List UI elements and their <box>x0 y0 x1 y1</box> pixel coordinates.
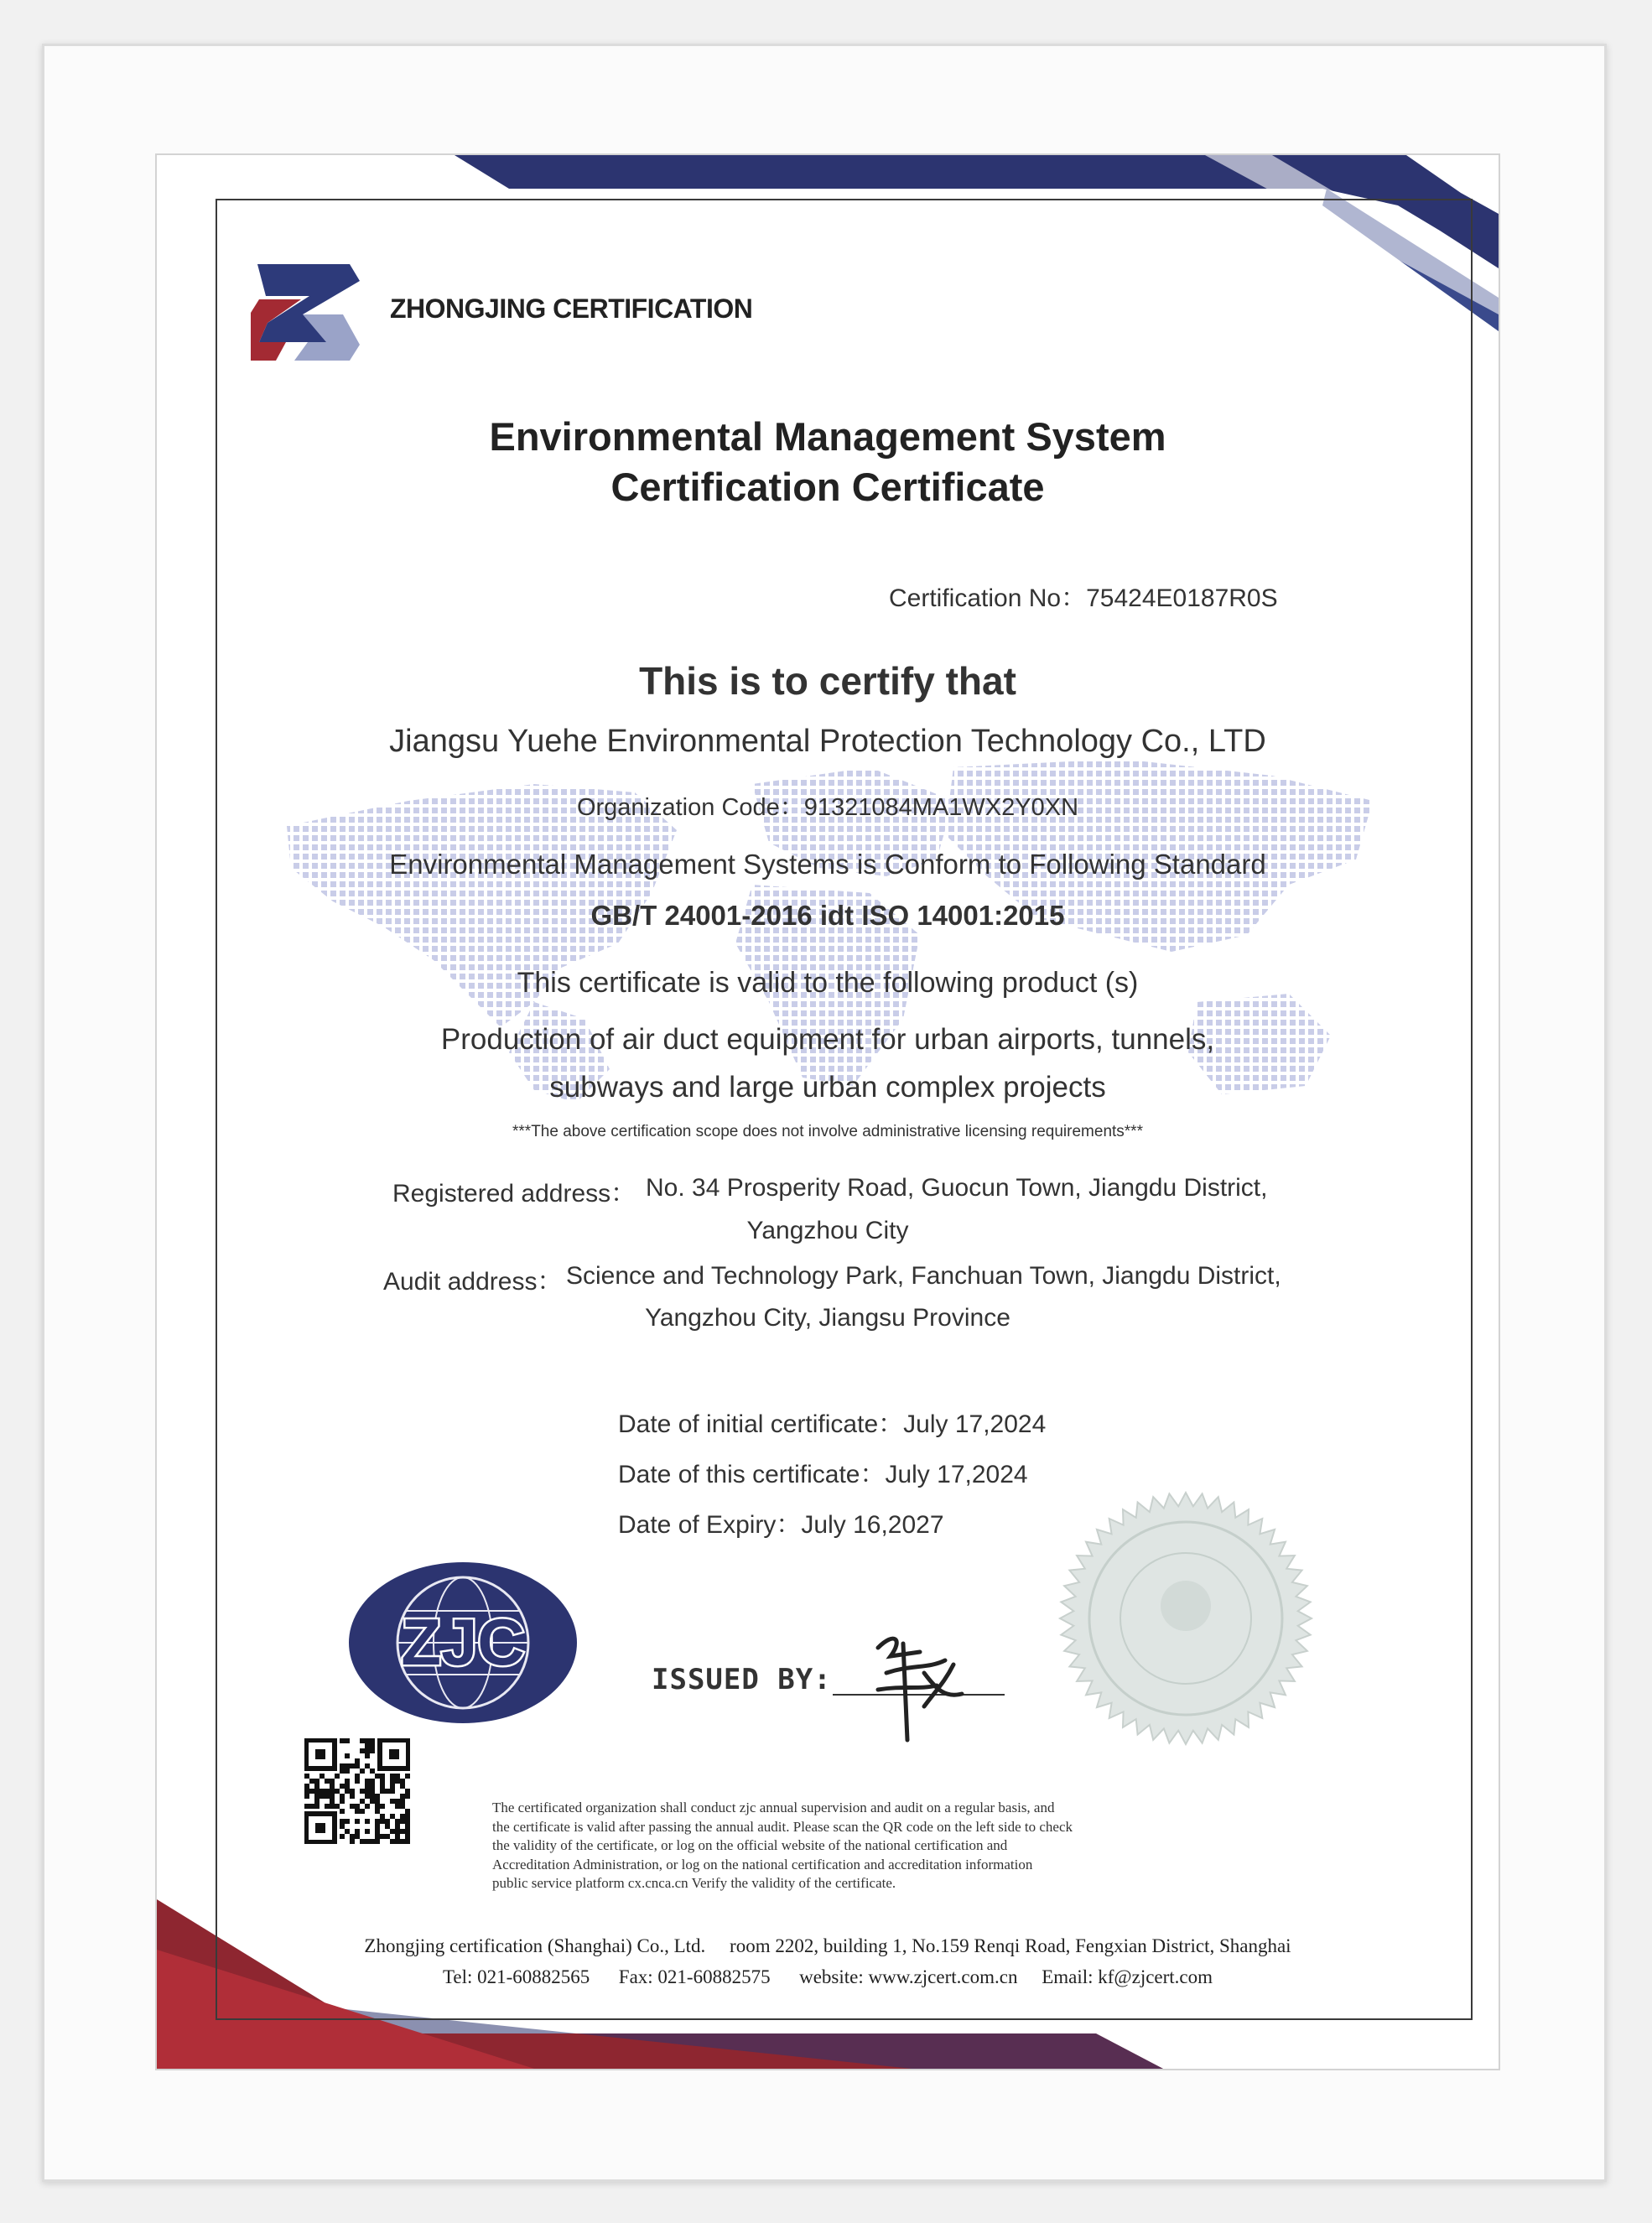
qr-module <box>380 1784 385 1789</box>
registered-address-label: Registered address： <box>392 1180 636 1208</box>
qr-module <box>380 1779 385 1784</box>
qr-module <box>395 1829 400 1834</box>
qr-module <box>340 1809 345 1814</box>
qr-module <box>330 1789 335 1794</box>
qr-module <box>405 1794 410 1799</box>
qr-module <box>370 1748 375 1753</box>
qr-module <box>400 1829 405 1834</box>
qr-module <box>340 1738 345 1743</box>
qr-module <box>345 1738 350 1743</box>
qr-module <box>400 1784 405 1789</box>
qr-module <box>375 1799 380 1804</box>
qr-module <box>405 1789 410 1794</box>
conform-statement: Environmental Management Systems is Conform to Following Standard <box>389 849 1266 880</box>
qr-module <box>365 1829 370 1834</box>
qr-module <box>355 1809 360 1814</box>
qr-module <box>350 1804 355 1809</box>
qr-module <box>400 1819 405 1824</box>
qr-module <box>400 1779 405 1784</box>
qr-module <box>405 1809 410 1814</box>
qr-module <box>375 1809 380 1814</box>
qr-module <box>405 1824 410 1829</box>
qr-module <box>385 1834 390 1839</box>
certification-number: Certification No：75424E0187R0S <box>889 584 1278 612</box>
qr-module <box>314 1779 319 1784</box>
qr-module <box>370 1839 375 1844</box>
qr-module <box>340 1819 345 1824</box>
fine-print-line: public service platform cx.cnca.cn Verify the validity of the certificate. <box>492 1875 896 1891</box>
qr-module <box>340 1799 345 1804</box>
qr-module <box>340 1769 345 1774</box>
audit-address-line-2: Yangzhou City, Jiangsu Province <box>645 1304 1010 1332</box>
qr-module <box>405 1829 410 1834</box>
product-scope-line-1: Production of air duct equipment for urban airports, tunnels, <box>440 1023 1215 1056</box>
qr-module <box>390 1784 395 1789</box>
qr-module <box>395 1799 400 1804</box>
qr-module <box>355 1819 360 1824</box>
qr-module <box>360 1738 365 1743</box>
qr-module <box>345 1769 350 1774</box>
qr-module <box>365 1819 370 1824</box>
qr-module <box>335 1789 340 1794</box>
qr-module <box>319 1794 325 1799</box>
qr-module <box>375 1794 380 1799</box>
issued-by-label: ISSUED BY: <box>652 1663 832 1696</box>
qr-module <box>375 1819 380 1824</box>
qr-module <box>345 1763 350 1769</box>
qr-module <box>314 1784 319 1789</box>
qr-module <box>385 1824 390 1829</box>
qr-module <box>390 1839 395 1844</box>
qr-module <box>405 1819 410 1824</box>
qr-module <box>370 1743 375 1748</box>
qr-module <box>345 1779 350 1784</box>
qr-module <box>405 1839 410 1844</box>
qr-module <box>390 1789 395 1794</box>
qr-module <box>355 1774 360 1779</box>
qr-module <box>325 1794 330 1799</box>
qr-module <box>345 1753 350 1758</box>
expiry-date: Date of Expiry：July 16,2027 <box>618 1511 944 1539</box>
qr-module <box>370 1789 375 1794</box>
valid-statement: This certificate is valid to the following product (s) <box>517 967 1139 999</box>
qr-module <box>360 1748 365 1753</box>
product-scope-line-2: subways and large urban complex projects <box>549 1071 1106 1104</box>
qr-module <box>304 1794 309 1799</box>
audit-address-label: Audit address： <box>383 1268 563 1296</box>
qr-module <box>330 1799 335 1804</box>
qr-module <box>330 1794 335 1799</box>
zhongjing-logo-icon <box>251 262 364 361</box>
qr-module <box>405 1814 410 1819</box>
qr-module <box>405 1774 410 1779</box>
fine-print-line: the validity of the certificate, or log on the official website of the national certification and <box>492 1837 1008 1853</box>
qr-module <box>365 1738 370 1743</box>
qr-module <box>380 1789 385 1794</box>
organization-code: Organization Code：91321084MA1WX2Y0XN <box>576 794 1079 821</box>
qr-module <box>335 1804 340 1809</box>
qr-module <box>360 1799 365 1804</box>
qr-module <box>360 1789 365 1794</box>
qr-module <box>380 1834 385 1839</box>
registered-address-line-2: Yangzhou City <box>746 1217 909 1244</box>
qr-module <box>370 1738 375 1743</box>
qr-module <box>340 1763 345 1769</box>
qr-module <box>325 1804 330 1809</box>
qr-module <box>395 1779 400 1784</box>
qr-module <box>400 1814 405 1819</box>
qr-module <box>350 1794 355 1799</box>
qr-module <box>375 1839 380 1844</box>
qr-module <box>365 1753 370 1758</box>
qr-module <box>314 1804 319 1809</box>
certificate-paper <box>157 155 1499 2069</box>
qr-module <box>365 1804 370 1809</box>
qr-module <box>370 1769 375 1774</box>
qr-module <box>355 1779 360 1784</box>
zjc-emblem-text: ZJC <box>401 1605 525 1679</box>
qr-module <box>365 1784 370 1789</box>
qr-module <box>304 1774 309 1779</box>
qr-module <box>304 1784 309 1789</box>
qr-module <box>345 1789 350 1794</box>
qr-module <box>395 1839 400 1844</box>
qr-module <box>385 1819 390 1824</box>
qr-module <box>395 1819 400 1824</box>
qr-module <box>330 1784 335 1789</box>
qr-module <box>350 1834 355 1839</box>
qr-module <box>345 1829 350 1834</box>
qr-module <box>350 1763 355 1769</box>
scope-note: ***The above certification scope does not involve administrative licensing requirements*** <box>512 1123 1143 1140</box>
qr-module <box>400 1839 405 1844</box>
qr-module <box>309 1804 314 1809</box>
qr-module <box>360 1839 365 1844</box>
qr-module <box>304 1789 309 1794</box>
qr-module <box>309 1789 314 1794</box>
qr-module <box>365 1779 370 1784</box>
qr-module <box>365 1748 370 1753</box>
qr-module <box>325 1779 330 1784</box>
qr-module <box>375 1829 380 1834</box>
signature-icon <box>844 1614 979 1748</box>
certify-heading: This is to certify that <box>639 659 1016 703</box>
qr-code-icon <box>304 1738 410 1844</box>
qr-module <box>380 1804 385 1809</box>
qr-module <box>370 1799 375 1804</box>
qr-module <box>360 1809 365 1814</box>
fine-print-line: Accreditation Administration, or log on the national certification and accreditation information <box>492 1856 1033 1872</box>
qr-module <box>395 1774 400 1779</box>
fine-print-line: the certificate is valid after passing the annual audit. Please scan the QR code on the left side to check <box>492 1818 1073 1835</box>
qr-module <box>395 1824 400 1829</box>
certificate-subtitle: Certification Certificate <box>610 465 1045 509</box>
qr-module <box>380 1774 385 1779</box>
qr-module <box>375 1774 380 1779</box>
qr-module <box>345 1784 350 1789</box>
this-date: Date of this certificate：July 17,2024 <box>618 1461 1028 1488</box>
qr-module <box>395 1834 400 1839</box>
qr-module <box>314 1789 319 1794</box>
qr-module <box>405 1834 410 1839</box>
qr-module <box>340 1794 345 1799</box>
qr-module <box>355 1804 360 1809</box>
zjc-emblem-icon <box>347 1561 579 1725</box>
qr-module <box>390 1774 395 1779</box>
qr-module <box>355 1763 360 1769</box>
qr-module <box>319 1774 325 1779</box>
company-name: Jiangsu Yuehe Environmental Protection Technology Co., LTD <box>389 724 1266 759</box>
qr-module <box>385 1789 390 1794</box>
qr-module <box>390 1814 395 1819</box>
qr-module <box>365 1763 370 1769</box>
qr-module <box>390 1799 395 1804</box>
brand-name: ZHONGJING CERTIFICATION <box>390 293 753 324</box>
qr-module <box>365 1839 370 1844</box>
qr-module <box>314 1794 319 1799</box>
qr-module <box>314 1799 319 1804</box>
embossed-seal-icon <box>1056 1488 1316 1748</box>
certificate-title: Environmental Management System <box>489 414 1166 459</box>
qr-module <box>370 1779 375 1784</box>
qr-module <box>355 1758 360 1763</box>
qr-module <box>355 1829 360 1834</box>
qr-module <box>400 1799 405 1804</box>
qr-module <box>380 1814 385 1819</box>
qr-module <box>309 1779 314 1784</box>
footer-address: Zhongjing certification (Shanghai) Co., Ltd. room 2202, building 1, No.159 Renqi Road, Fengxian District, Shanghai <box>364 1935 1291 1956</box>
qr-module <box>365 1743 370 1748</box>
qr-module <box>350 1789 355 1794</box>
qr-module <box>380 1819 385 1824</box>
qr-module <box>370 1794 375 1799</box>
qr-module <box>365 1794 370 1799</box>
qr-module <box>340 1834 345 1839</box>
qr-module <box>319 1789 325 1794</box>
registered-address-line-1: No. 34 Prosperity Road, Guocun Town, Jiangdu District, <box>646 1174 1268 1202</box>
qr-module <box>400 1794 405 1799</box>
qr-module <box>330 1779 335 1784</box>
qr-module <box>325 1789 330 1794</box>
audit-address-line-1: Science and Technology Park, Fanchuan Town, Jiangdu District, <box>566 1262 1281 1290</box>
initial-date: Date of initial certificate：July 17,2024 <box>618 1410 1047 1438</box>
qr-module <box>365 1789 370 1794</box>
qr-module <box>370 1784 375 1789</box>
qr-module <box>395 1804 400 1809</box>
qr-module <box>340 1784 345 1789</box>
qr-module <box>360 1769 365 1774</box>
qr-module <box>345 1819 350 1824</box>
standard-code: GB/T 24001-2016 idt ISO 14001:2015 <box>590 900 1065 931</box>
qr-module <box>390 1829 395 1834</box>
fine-print <box>492 1799 1247 1893</box>
qr-module <box>390 1779 395 1784</box>
qr-module <box>375 1824 380 1829</box>
footer-contact: Tel: 021-60882565 Fax: 021-60882575 website: www.zjcert.com.cn Email: kf@zjcert.com <box>442 1966 1213 1987</box>
qr-module <box>330 1804 335 1809</box>
qr-module <box>350 1839 355 1844</box>
qr-module <box>304 1804 309 1809</box>
qr-module <box>400 1804 405 1809</box>
qr-module <box>335 1774 340 1779</box>
qr-module <box>375 1834 380 1839</box>
qr-module <box>340 1824 345 1829</box>
fine-print-line: The certificated organization shall conduct zjc annual supervision and audit on a regular basis, and <box>492 1800 1055 1815</box>
qr-module <box>355 1834 360 1839</box>
qr-module <box>375 1804 380 1809</box>
